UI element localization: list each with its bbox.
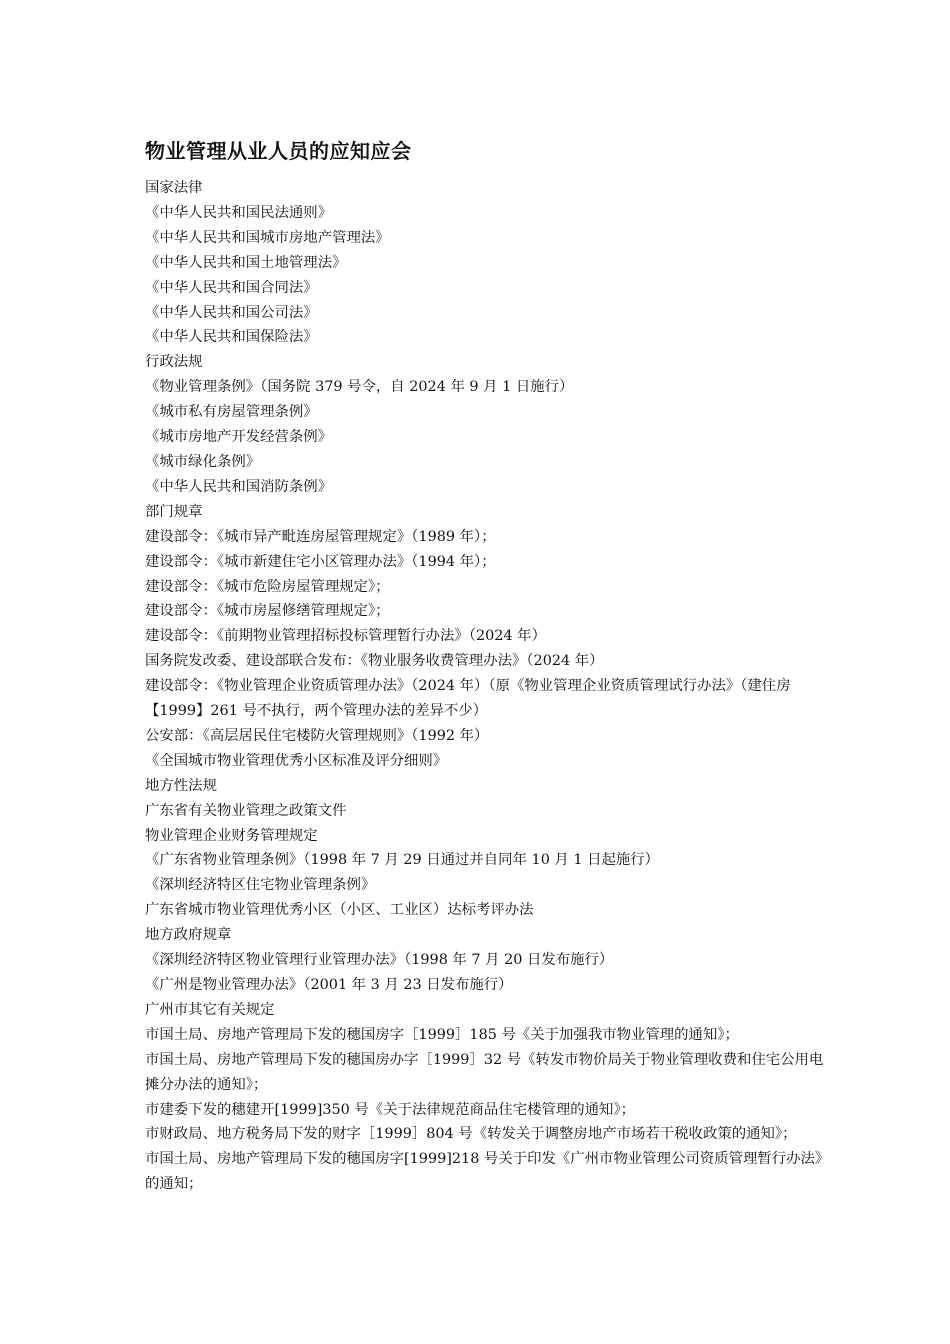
document-line: 市财政局、地方税务局下发的财字［1999］804 号《转发关于调整房地产市场若干税收政策的通知》； [145, 1126, 797, 1143]
document-line: 行政法规 [145, 354, 203, 371]
document-line: 国务院发改委、建设部联合发布：《物业服务收费管理办法》（2024 年） [145, 653, 604, 670]
document-body [145, 176, 825, 1197]
document-line: 《中华人民共和国合同法》 [145, 279, 318, 296]
document-line: 公安部：《高层居民住宅楼防火管理规则》（1992 年） [145, 727, 489, 744]
document-line: 《广州是物业管理办法》（2001 年 3 月 23 日发布施行） [145, 977, 513, 993]
document-line: 《中华人民共和国公司法》 [145, 304, 318, 321]
document-line: 《中华人民共和国保险法》 [145, 329, 318, 346]
document-line: 市国土局、房地产管理局下发的穗国房字［1999］185 号《关于加强我市物业管理的通知》； [145, 1026, 739, 1043]
document-line: 《深圳经济特区住宅物业管理条例》 [145, 877, 376, 894]
document-line: 《物业管理条例》（国务院 379 号令，自 2024 年 9 月 1 日施行） [145, 379, 574, 396]
document-line: 建设部令：《城市危险房屋管理规定》； [145, 578, 390, 595]
document-line: 《城市绿化条例》 [145, 453, 261, 470]
document-line: 建设部令：《城市异产毗连房屋管理规定》（1989 年）； [145, 528, 496, 545]
document-line: 《中华人民共和国土地管理法》 [145, 254, 347, 271]
document-line: 建设部令：《前期物业管理招标投标管理暂行办法》（2024 年） [145, 628, 546, 645]
document-line: 地方性法规 [145, 777, 217, 794]
document-line: 《中华人民共和国城市房地产管理法》 [145, 229, 390, 246]
document-line: 《中华人民共和国消防条例》 [145, 478, 333, 495]
document-line: 《深圳经济特区物业管理行业管理办法》（1998 年 7 月 20 日发布施行） [145, 952, 614, 969]
document-page [145, 136, 825, 1197]
document-line: 《城市房地产开发经营条例》 [145, 429, 333, 446]
document-line: 建设部令：《城市房屋修缮管理规定》； [145, 603, 390, 620]
document-line: 《中华人民共和国民法通则》 [145, 204, 333, 221]
document-title: 物业管理从业人员的应知应会 [145, 139, 412, 163]
document-line: 《全国城市物业管理优秀小区标准及评分细则》 [145, 752, 448, 769]
document-line: 广东省有关物业管理之政策文件 [145, 802, 347, 819]
document-line: 物业管理企业财务管理规定 [145, 827, 318, 844]
document-line: 广州市其它有关规定 [145, 1001, 275, 1018]
document-line: 《城市私有房屋管理条例》 [145, 404, 318, 421]
document-line: 地方政府规章 [145, 927, 232, 944]
document-line: 国家法律 [145, 180, 203, 196]
document-line: 市建委下发的穗建开[1999]350 号《关于法律规范商品住宅楼管理的通知》； [145, 1101, 636, 1118]
document-line: 建设部令：《物业管理企业资质管理办法》（2024 年）（原《物业管理企业资质管理试行办法》（建住房【1999】261 号不执行，两个管理办法的差异不少） [145, 678, 791, 720]
document-line: 广东省城市物业管理优秀小区（小区、工业区）达标考评办法 [145, 902, 534, 919]
document-line: 市国土局、房地产管理局下发的穗国房字[1999]218 号关于印发《广州市物业管理公司资质管理暂行办法》的通知； [145, 1151, 823, 1193]
document-line: 市国土局、房地产管理局下发的穗国房办字［1999］32 号《转发市物价局关于物业管理收费和住宅公用电摊分办法的通知》； [145, 1051, 824, 1093]
document-line: 《广东省物业管理条例》（1998 年 7 月 29 日通过并自同年 10 月 1 日起施行） [145, 852, 660, 869]
document-line: 部门规章 [145, 503, 203, 520]
document-line: 建设部令：《城市新建住宅小区管理办法》（1994 年）； [145, 553, 496, 570]
